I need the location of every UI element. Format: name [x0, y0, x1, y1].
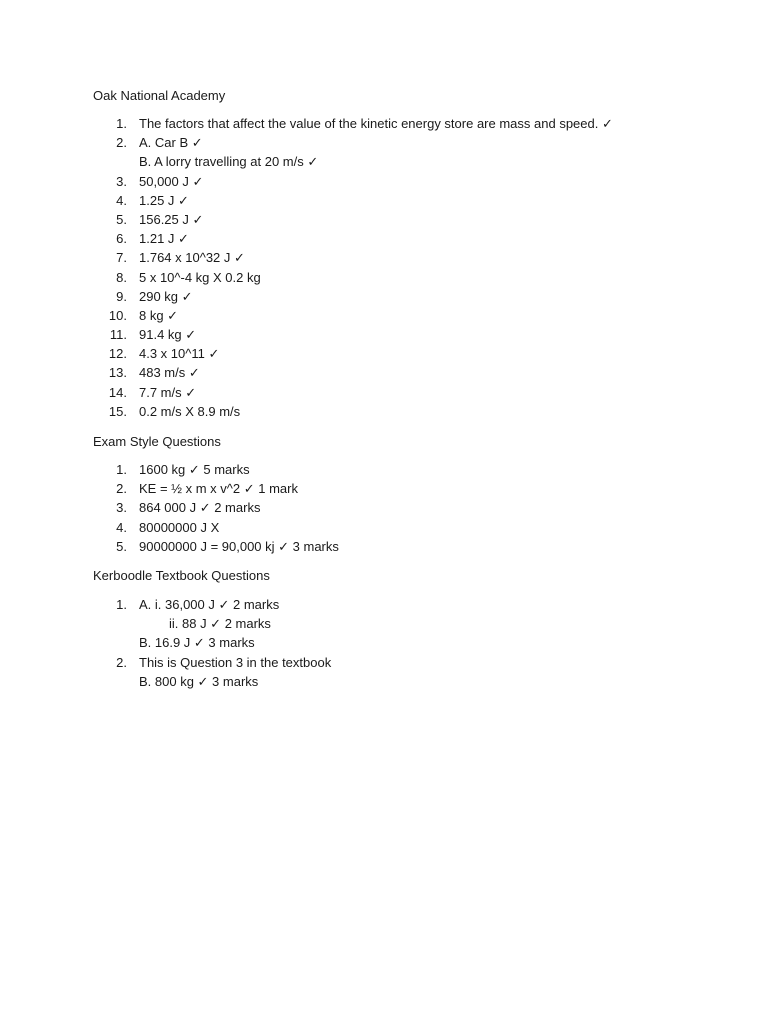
item-text: 7.7 m/s ✓ — [139, 384, 197, 400]
item-text: A. Car B ✓ — [139, 135, 203, 151]
item-number: 10. — [108, 307, 127, 323]
list-item — [0, 152, 768, 171]
list-item — [0, 518, 768, 537]
list-item — [0, 172, 768, 191]
item-number: 1. — [116, 462, 127, 477]
section-heading-oak: Oak National Academy — [93, 88, 226, 103]
item-number: 4. — [116, 519, 127, 535]
item-text: 156.25 J ✓ — [139, 211, 204, 227]
list-item — [0, 402, 768, 421]
item-number: 3. — [116, 500, 127, 516]
item-number: 9. — [116, 288, 127, 304]
item-text: ii. 88 J ✓ 2 marks — [169, 616, 271, 632]
list-item — [0, 460, 768, 479]
item-text: 80000000 J X — [139, 519, 220, 535]
item-text: B. A lorry travelling at 20 m/s ✓ — [139, 154, 319, 170]
item-text: 1.21 J ✓ — [139, 231, 189, 247]
list-item — [0, 210, 768, 229]
list-item — [0, 595, 768, 614]
answer-list-exam — [0, 460, 768, 556]
item-text: 1600 kg ✓ 5 marks — [139, 462, 250, 477]
item-number: 11. — [109, 327, 127, 343]
item-text: 91.4 kg ✓ — [139, 327, 197, 343]
item-number: 1. — [116, 116, 127, 131]
item-number: 1. — [116, 597, 127, 612]
list-item — [0, 344, 768, 363]
item-number: 4. — [116, 192, 127, 208]
list-item — [0, 537, 768, 556]
item-number: 5. — [116, 211, 127, 227]
list-item — [0, 498, 768, 517]
item-text: 50,000 J ✓ — [139, 173, 204, 189]
item-text: The factors that affect the value of the kinetic energy store are mass and speed. ✓ — [139, 116, 613, 131]
list-item — [0, 383, 768, 402]
list-item — [0, 614, 768, 633]
item-text: 1.764 x 10^32 J ✓ — [139, 250, 245, 266]
list-item — [0, 287, 768, 306]
list-item — [0, 248, 768, 267]
list-item — [0, 229, 768, 248]
list-item — [0, 114, 768, 133]
item-number: 2. — [116, 654, 127, 670]
section-heading-exam: Exam Style Questions — [93, 434, 221, 449]
item-text: 5 x 10^-4 kg X 0.2 kg — [139, 269, 261, 285]
item-text: 290 kg ✓ — [139, 288, 193, 304]
item-number: 8. — [116, 269, 127, 285]
item-number: 7. — [116, 250, 127, 266]
list-item — [0, 363, 768, 382]
item-text: B. 16.9 J ✓ 3 marks — [139, 635, 255, 651]
item-number: 3. — [116, 173, 127, 189]
item-number: 14. — [108, 384, 127, 400]
list-item — [0, 653, 768, 672]
item-text: 0.2 m/s X 8.9 m/s — [139, 403, 241, 419]
answer-list-kerboodle — [0, 595, 768, 691]
item-text: 4.3 x 10^11 ✓ — [139, 346, 220, 362]
list-item — [0, 479, 768, 498]
item-text: 1.25 J ✓ — [139, 192, 189, 208]
item-number: 5. — [116, 538, 127, 554]
item-number: 2. — [116, 481, 127, 497]
item-number: 13. — [108, 365, 127, 381]
answer-list-oak — [0, 114, 768, 421]
list-item — [0, 325, 768, 344]
item-number: 2. — [116, 135, 127, 151]
item-number: 15. — [108, 403, 127, 419]
item-number: 6. — [116, 231, 127, 247]
item-text: This is Question 3 in the textbook — [139, 654, 332, 670]
list-item — [0, 306, 768, 325]
list-item — [0, 672, 768, 691]
list-item — [0, 633, 768, 652]
section-heading-kerboodle: Kerboodle Textbook Questions — [93, 568, 270, 583]
item-text: 483 m/s ✓ — [139, 365, 200, 381]
item-text: 90000000 J = 90,000 kj ✓ 3 marks — [139, 538, 339, 554]
item-text: B. 800 kg ✓ 3 marks — [139, 673, 259, 689]
list-item — [0, 133, 768, 152]
item-text: KE = ½ x m x v^2 ✓ 1 mark — [139, 481, 298, 497]
item-number: 12. — [108, 346, 127, 362]
item-text: 864 000 J ✓ 2 marks — [139, 500, 261, 516]
item-text: A. i. 36,000 J ✓ 2 marks — [139, 597, 280, 612]
list-item — [0, 268, 768, 287]
item-text: 8 kg ✓ — [139, 307, 179, 323]
list-item — [0, 191, 768, 210]
